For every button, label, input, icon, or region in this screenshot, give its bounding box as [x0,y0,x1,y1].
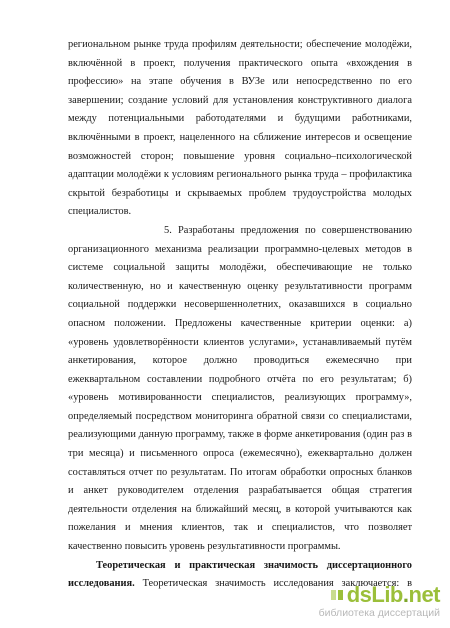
text-fragment: Теоретическая значимость исследования заключается: в [134,578,412,590]
text-line: включёнными в проект, нацеленного на сближение интересов и освещение [68,131,412,143]
text-line: качественно повысить уровень результативности программы. [68,541,341,553]
text-line: и анкет руководителем отделения разрабатывается общая стратегия [68,485,412,497]
text-line: 5. Разработаны предложения по совершенствованию [164,224,412,236]
text-line: между потенциальными работодателями и будущими работниками, [68,113,412,125]
section-heading-tail: исследования. [68,578,135,590]
text-line: региональном рынке труда профилям деятельности; обеспечение молодёжи, [68,39,412,50]
text-line: пожелания и мнения клиентов, так и специалистов, что позволяет [68,522,412,534]
dslib-watermark [318,582,442,622]
text-line: скрытой безработицы и скрываемых проблем трудоустройства молодых [68,187,412,199]
text-line: три месяца) и письменного опроса (ежемесячно), ежеквартально должен [68,448,412,460]
dslib-logo: dsLib.net [346,582,440,607]
book-icon [330,588,344,602]
text-line: «уровень мотивированности специалистов, реализующих программу», [68,392,412,404]
text-line: возможностей сторон; повышение уровня социально–психологической [68,150,412,162]
text-line: системе социальной защиты молодёжи, обеспечивающие не только [68,262,412,274]
text-line: количественную, но и качественную оценку результативности программ [68,280,412,292]
text-line: деятельности отделения на ближайший месяц, в которой учитываются как [68,503,412,515]
text-line: включённой в проект, получения практического опыта «вхождения в [68,57,412,69]
text-line: реализующими данную программу, также в форме анкетирования (один раз в [68,429,412,441]
text-line: определяемый посредством мониторинга обратной связи со специалистами, [68,410,412,422]
text-line: специалистов. [68,206,132,218]
text-line: адаптации молодёжи к условиям регионального рынка труда – профилактика [68,169,412,181]
text-line: анкетирования, которое должно проводиться ежемесячно при [68,355,412,367]
text-line: составляться отчет по результатам. По итогам обработки опросных бланков [68,466,412,478]
text-line: «уровень удовлетворённости клиентов услугами», устанавливаемый путём [68,336,412,348]
text-line: опасном положении. Предложены качественные критерии оценки: а) [68,317,412,329]
section-heading-line: Теоретическая и практическая значимость диссертационного [96,559,412,571]
dslib-subtitle: библиотека диссертаций [318,607,440,619]
text-line: завершении; создание условий для установления конструктивного диалога [68,94,412,106]
text-line: ежеквартальном составлении подробного отчёта по его результатам; б) [68,373,412,385]
text-line: социальной поддержки несовершеннолетних, оказавшихся в социально [68,299,412,311]
text-line: профессию» на этапе обучения в ВУЗе или непосредственно по его [68,76,412,88]
text-line: организационного механизма реализации программно-целевых методов в [68,243,412,255]
document-body [68,36,412,594]
